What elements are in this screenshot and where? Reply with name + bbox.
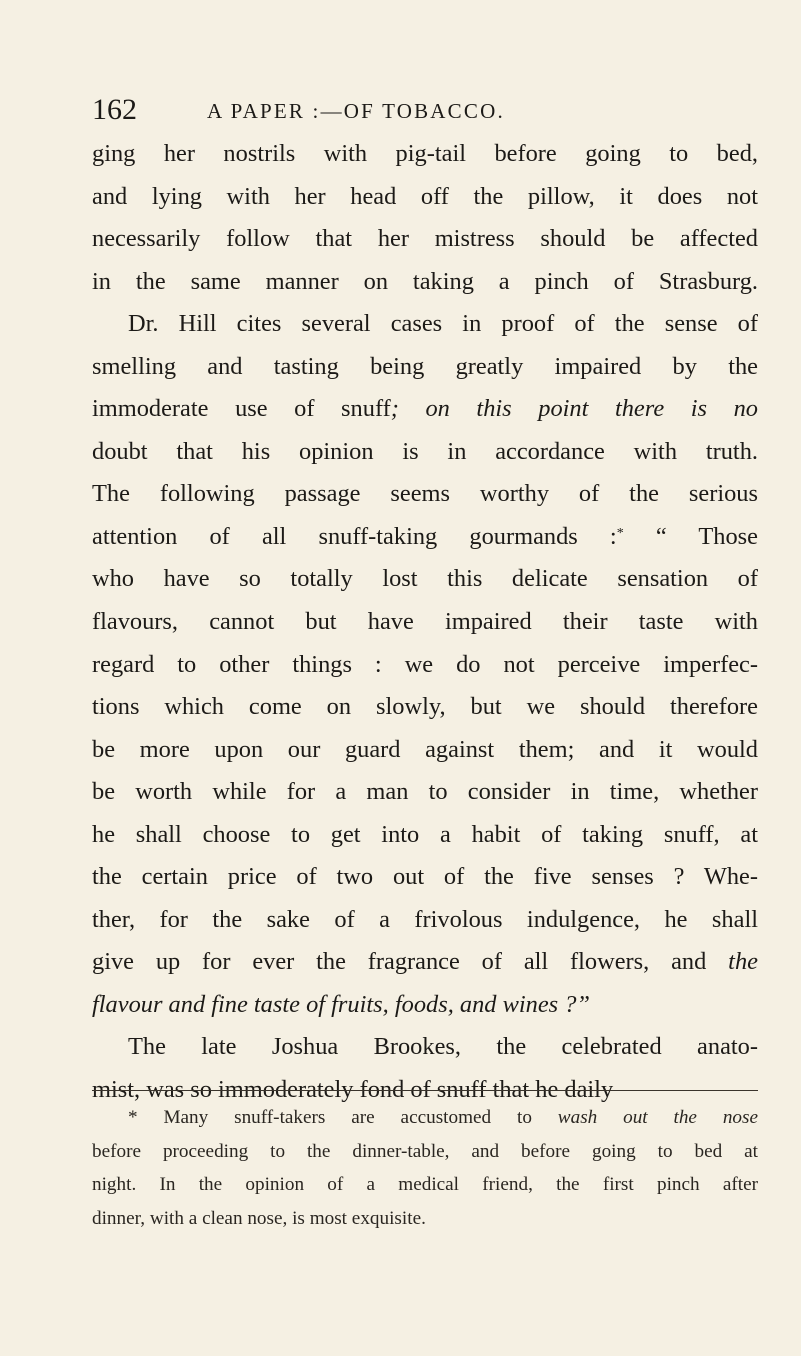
footnote: [92, 1101, 758, 1235]
footnote-mark: *: [616, 525, 624, 541]
text-line: ging her nostrils with pig-tail before going to bed,: [92, 140, 758, 167]
text-run: “ Those: [655, 522, 758, 550]
text-line: the certain price of two out of the five senses ? Whe-: [92, 863, 758, 891]
text-line: flavours, cannot but have impaired their taste with: [92, 608, 758, 636]
text-run: attention of all snuff-taking gourmands :: [92, 522, 617, 550]
text-run-italic: wash out the nose: [557, 1107, 758, 1128]
footnote-line: [92, 1101, 758, 1135]
text-line: smelling and tasting being greatly impaired by the: [92, 352, 758, 380]
text-line: tions which come on slowly, but we should therefore: [92, 693, 758, 721]
text-line: who have so totally lost this delicate sensation of: [92, 565, 758, 593]
running-head: A PAPER :—OF TOBACCO.: [207, 99, 505, 123]
text-line-italic: flavour and fine taste of fruits, foods, and wines ?”: [92, 990, 590, 1018]
body-text: [92, 133, 758, 1112]
page-header: [92, 92, 732, 132]
text-run-italic: ; on this point there is no: [390, 395, 758, 423]
footnote-divider: [92, 1090, 758, 1091]
text-run-italic: the: [728, 948, 758, 976]
text-line: be more upon our guard against them; and it would: [92, 735, 758, 763]
text-line: [92, 516, 758, 559]
text-line: doubt that his opinion is in accordance with truth.: [92, 437, 758, 465]
text-line: mist, was so immoderately fond of snuff that he daily: [92, 1076, 614, 1104]
text-line: Dr. Hill cites several cases in proof of the sense of: [128, 310, 758, 338]
text-line: [92, 941, 758, 984]
text-line: The following passage seems worthy of the serious: [92, 480, 758, 508]
text-line: in the same manner on taking a pinch of Strasburg.: [92, 267, 758, 295]
text-run: * Many snuff-takers are accustomed to: [128, 1107, 532, 1128]
text-run: give up for ever the fragrance of all flowers, and: [92, 948, 707, 976]
text-line: regard to other things : we do not perceive imperfec-: [92, 650, 758, 678]
text-line: he shall choose to get into a habit of taking snuff, at: [92, 820, 758, 848]
text-line: ther, for the sake of a frivolous indulgence, he shall: [92, 905, 758, 933]
footnote-line: night. In the opinion of a medical friend, the first pinch after: [92, 1174, 758, 1195]
text-line: The late Joshua Brookes, the celebrated anato-: [128, 1033, 758, 1061]
text-run: immoderate use of snuff: [92, 395, 391, 423]
text-line: necessarily follow that her mistress should be affected: [92, 225, 758, 253]
text-line: and lying with her head off the pillow, it does not: [92, 182, 758, 210]
footnote-line: dinner, with a clean nose, is most exquisite.: [92, 1207, 426, 1229]
page-number: 162: [92, 93, 137, 126]
text-line: be worth while for a man to consider in time, whether: [92, 778, 758, 806]
text-line: [92, 388, 758, 431]
footnote-line: before proceeding to the dinner-table, and before going to bed at: [92, 1140, 758, 1162]
